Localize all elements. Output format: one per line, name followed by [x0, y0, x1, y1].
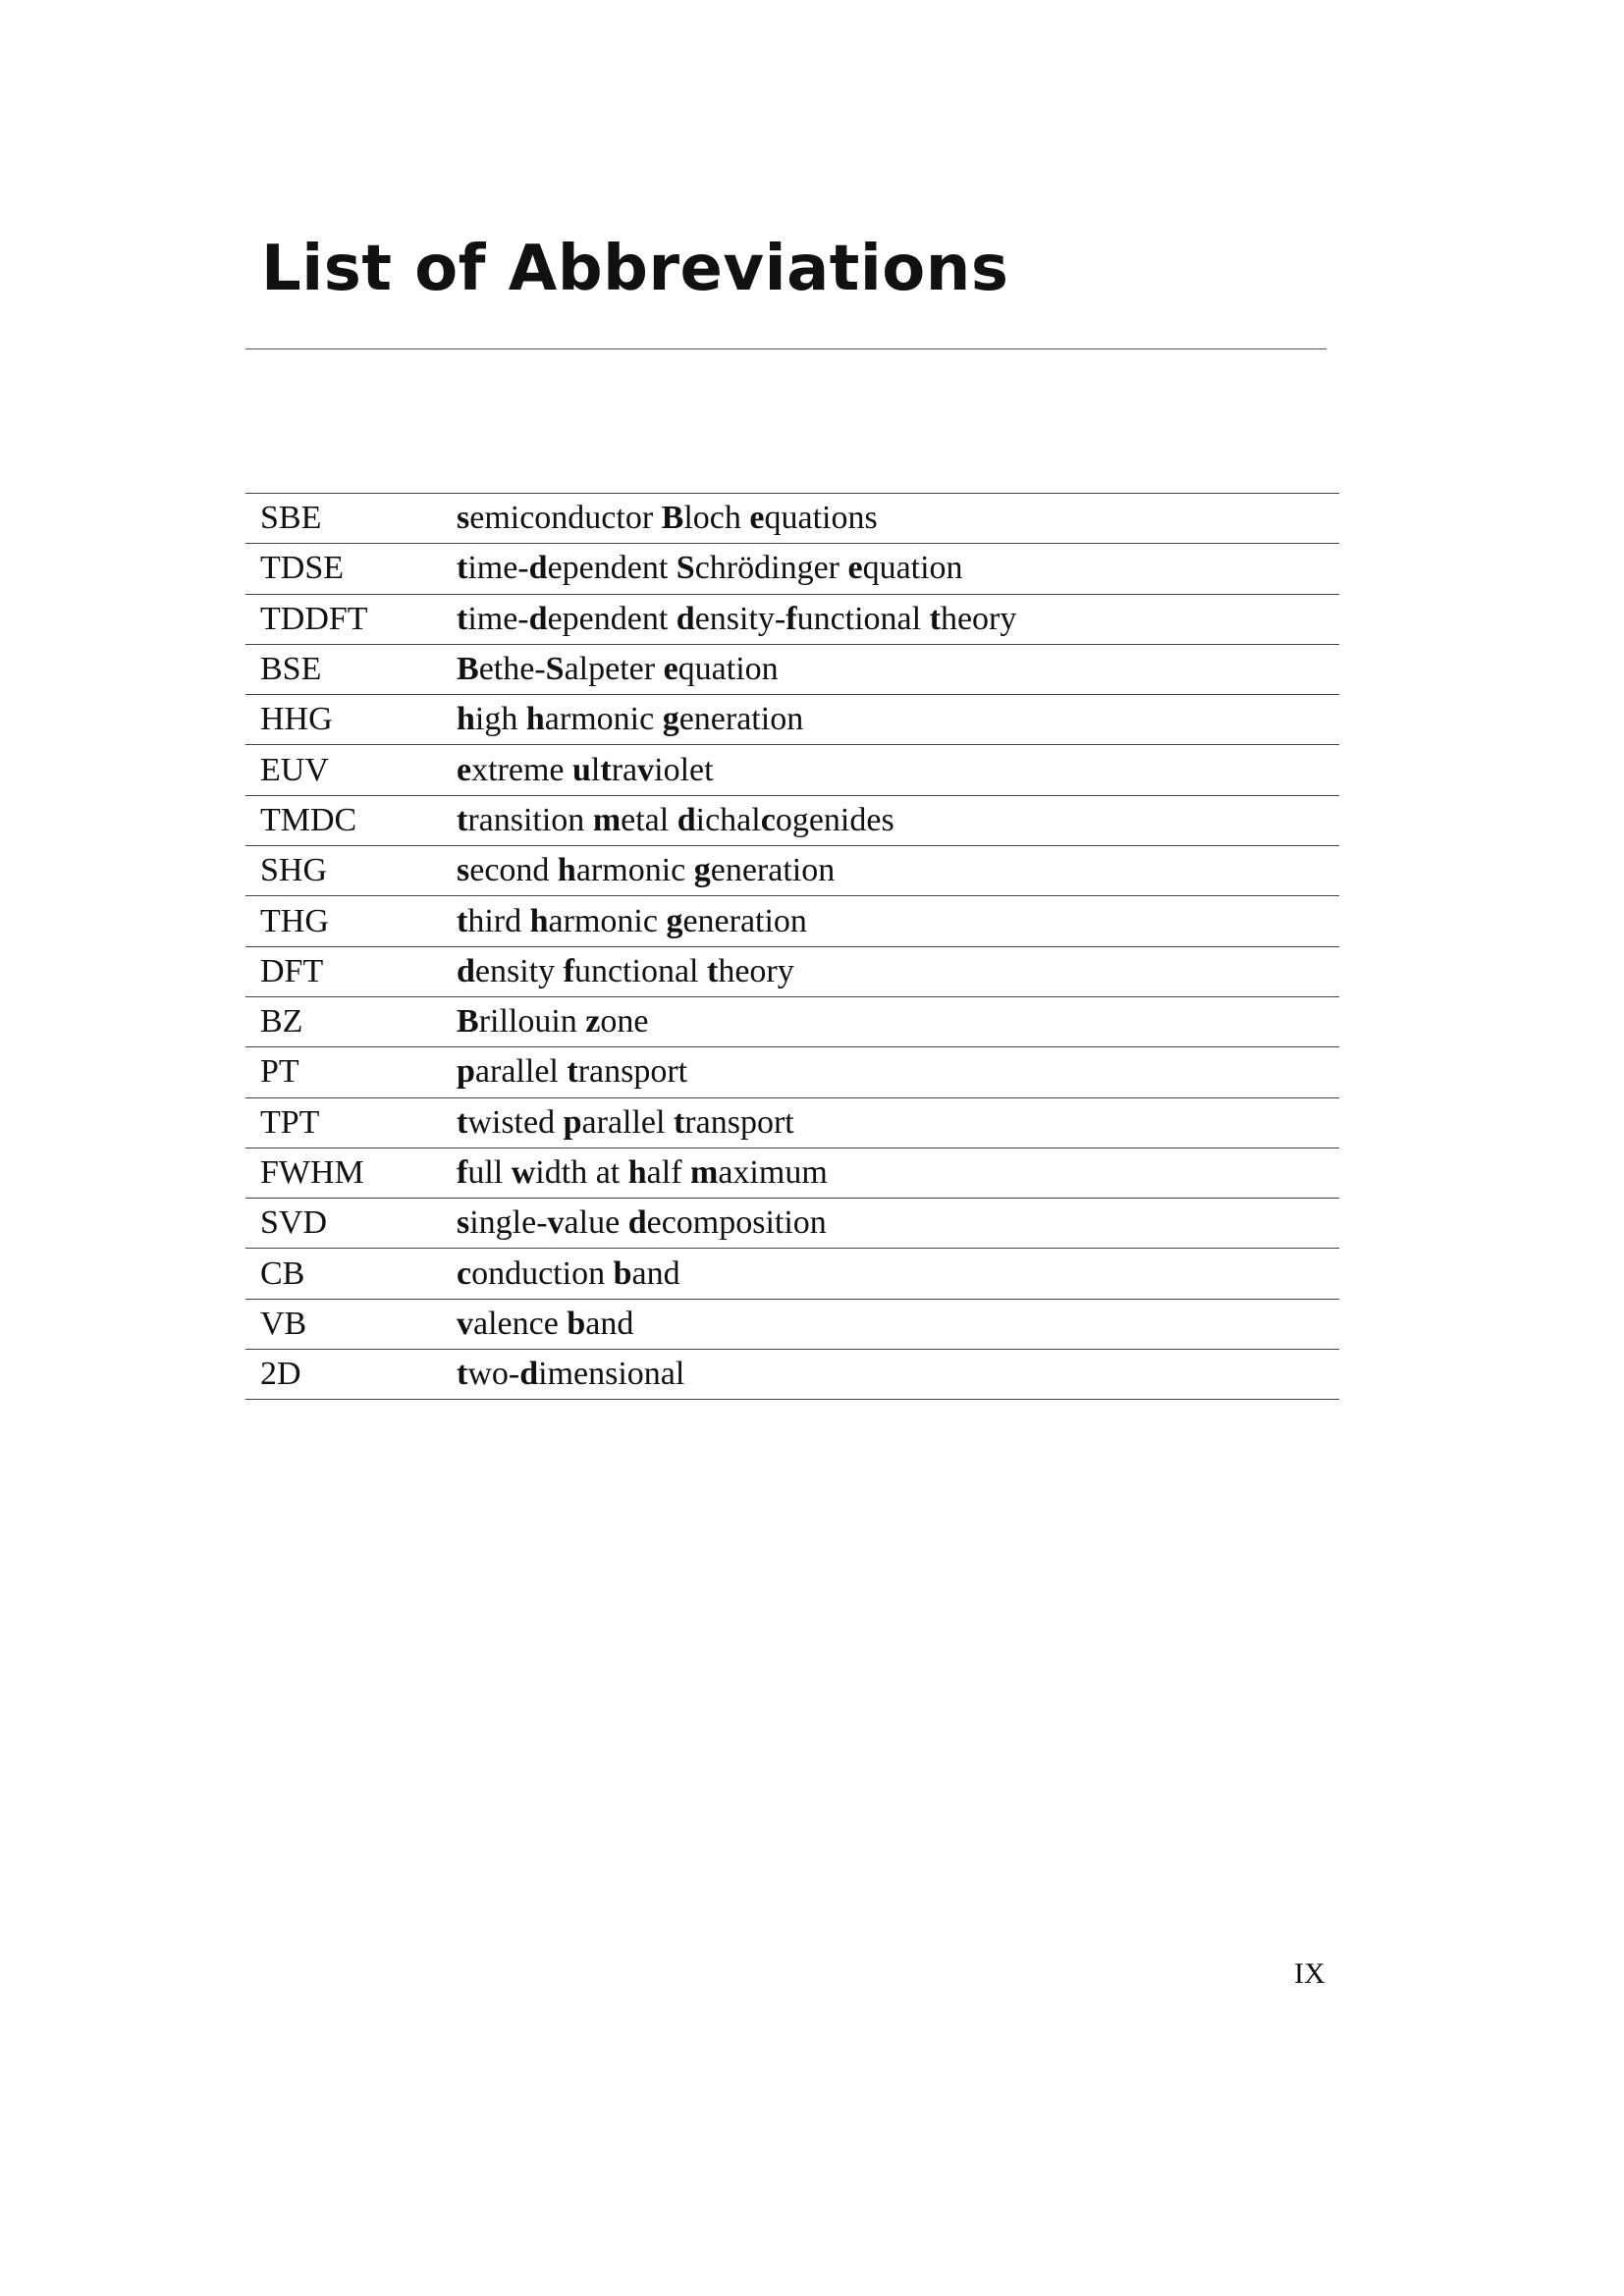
- expansion-text: heory: [718, 952, 794, 989]
- initial-letter: S: [676, 550, 695, 587]
- expansion-text: ransport: [577, 1053, 688, 1091]
- abbreviation-expansion: [457, 644, 1339, 694]
- expansion-text: alf: [646, 1154, 691, 1191]
- table-row: [245, 544, 1339, 594]
- expansion-text: emiconductor: [469, 500, 662, 537]
- expansion-text: l: [590, 751, 601, 788]
- initial-letter: s: [457, 1204, 470, 1242]
- table-row: [245, 846, 1339, 896]
- expansion-text: iolet: [654, 751, 714, 788]
- page-title: List of Abbreviations: [261, 233, 1009, 305]
- expansion-text: alence: [473, 1305, 568, 1342]
- table-row: [245, 1350, 1339, 1400]
- initial-letter: h: [525, 701, 545, 738]
- table-row: [245, 795, 1339, 845]
- initial-letter: h: [457, 701, 475, 738]
- initial-letter: B: [457, 1003, 479, 1041]
- expansion-text: econd: [469, 852, 558, 889]
- initial-letter: e: [663, 651, 678, 688]
- abbreviation-expansion: [457, 946, 1339, 996]
- expansion-text: heory: [940, 600, 1017, 637]
- abbreviation-expansion: [457, 1097, 1339, 1148]
- initial-letter: d: [627, 1204, 647, 1242]
- expansion-text: igh: [474, 701, 526, 738]
- expansion-text: one: [600, 1003, 649, 1041]
- initial-letter: b: [567, 1305, 586, 1342]
- expansion-text: alpeter: [564, 651, 664, 688]
- initial-letter: t: [457, 1103, 468, 1141]
- expansion-text: aximum: [718, 1154, 828, 1191]
- abbreviation: TDSE: [260, 550, 344, 587]
- abbreviation-expansion: [457, 1299, 1339, 1349]
- abbreviation: DFT: [260, 952, 324, 989]
- initial-letter: c: [457, 1255, 472, 1292]
- initial-letter: h: [557, 852, 576, 889]
- initial-letter: m: [592, 801, 622, 838]
- abbreviation-expansion: [457, 896, 1339, 946]
- abbreviation: 2D: [260, 1356, 301, 1393]
- abbreviation: EUV: [260, 751, 329, 788]
- abbreviation-expansion: [457, 494, 1339, 544]
- expansion-text: eneration: [710, 852, 836, 889]
- initial-letter: S: [545, 651, 565, 688]
- initial-letter: g: [693, 852, 711, 889]
- table-row: [245, 695, 1339, 745]
- initial-letter: d: [528, 600, 548, 637]
- expansion-text: xtreme: [471, 751, 572, 788]
- expansion-text: wo-: [467, 1356, 520, 1393]
- table-row: [245, 946, 1339, 996]
- abbreviation-expansion: [457, 1148, 1339, 1198]
- initial-letter: m: [690, 1154, 719, 1191]
- initial-letter: t: [600, 751, 612, 788]
- initial-letter: d: [528, 550, 548, 587]
- expansion-text: arallel: [581, 1103, 674, 1141]
- abbreviation-expansion: [457, 996, 1339, 1046]
- initial-letter: e: [749, 500, 765, 537]
- expansion-text: ransport: [684, 1103, 794, 1141]
- abbreviation-expansion: [457, 1350, 1339, 1400]
- title-divider: [245, 348, 1326, 349]
- initial-letter: t: [567, 1053, 578, 1091]
- initial-letter: t: [929, 600, 941, 637]
- expansion-text: ime-: [467, 600, 529, 637]
- initial-letter: v: [457, 1305, 473, 1342]
- abbreviation: PT: [260, 1053, 299, 1091]
- initial-letter: t: [457, 600, 468, 637]
- initial-letter: B: [457, 651, 479, 688]
- abbreviations-table-body: [245, 494, 1339, 1400]
- table-row: [245, 644, 1339, 694]
- expansion-text: ime-: [467, 550, 529, 587]
- initial-letter: g: [666, 902, 683, 939]
- initial-letter: h: [529, 902, 549, 939]
- abbreviation: FWHM: [260, 1154, 364, 1191]
- abbreviation: SHG: [260, 852, 328, 889]
- abbreviation: TDDFT: [260, 600, 368, 637]
- initial-letter: d: [676, 600, 695, 637]
- initial-letter: t: [457, 550, 468, 587]
- abbreviation-expansion: [457, 594, 1339, 644]
- expansion-text: hird: [467, 902, 530, 939]
- expansion-text: ensity: [474, 952, 564, 989]
- initial-letter: e: [847, 550, 863, 587]
- expansion-text: imensional: [538, 1356, 685, 1393]
- expansion-text: arallel: [474, 1053, 568, 1091]
- expansion-text: quations: [764, 500, 878, 537]
- initial-letter: s: [457, 852, 470, 889]
- abbreviation-expansion: [457, 1249, 1339, 1299]
- expansion-text: ra: [611, 751, 638, 788]
- initial-letter: t: [673, 1103, 685, 1141]
- expansion-text: armonic: [544, 701, 663, 738]
- initial-letter: p: [457, 1053, 475, 1091]
- initial-letter: f: [785, 600, 797, 637]
- abbreviation: SBE: [260, 500, 322, 537]
- abbreviation: HHG: [260, 701, 333, 738]
- table-row: [245, 1097, 1339, 1148]
- initial-letter: u: [572, 751, 591, 788]
- expansion-text: armonic: [575, 852, 694, 889]
- expansion-text: and: [631, 1255, 680, 1292]
- table-row: [245, 1299, 1339, 1349]
- abbreviation-expansion: [457, 695, 1339, 745]
- table-row: [245, 896, 1339, 946]
- table-row: [245, 996, 1339, 1046]
- initial-letter: w: [511, 1154, 536, 1191]
- initial-letter: s: [457, 500, 470, 537]
- initial-letter: g: [662, 701, 679, 738]
- table-row: [245, 494, 1339, 544]
- page-number: IX: [1294, 1957, 1326, 1990]
- initial-letter: t: [457, 801, 468, 838]
- expansion-text: ependent: [547, 600, 677, 637]
- initial-letter: d: [519, 1356, 539, 1393]
- expansion-text: etal: [621, 801, 677, 838]
- table-row: [245, 1148, 1339, 1198]
- initial-letter: f: [563, 952, 574, 989]
- expansion-text: ogenides: [775, 801, 894, 838]
- initial-letter: B: [661, 500, 684, 537]
- expansion-text: wisted: [467, 1103, 564, 1141]
- expansion-text: and: [585, 1305, 634, 1342]
- initial-letter: t: [457, 902, 468, 939]
- table-row: [245, 594, 1339, 644]
- expansion-text: chrödinger: [694, 550, 848, 587]
- abbreviation: CB: [260, 1255, 305, 1292]
- expansion-text: armonic: [548, 902, 667, 939]
- abbreviation: VB: [260, 1305, 307, 1342]
- expansion-text: alue: [564, 1204, 628, 1242]
- expansion-text: eneration: [678, 701, 804, 738]
- initial-letter: h: [627, 1154, 647, 1191]
- initial-letter: d: [677, 801, 696, 838]
- expansion-text: unctional: [573, 952, 707, 989]
- initial-letter: e: [457, 751, 472, 788]
- initial-letter: v: [547, 1204, 565, 1242]
- initial-letter: t: [457, 1356, 468, 1393]
- expansion-text: loch: [683, 500, 750, 537]
- abbreviation-expansion: [457, 795, 1339, 845]
- expansion-text: ecomposition: [646, 1204, 827, 1242]
- expansion-text: quation: [677, 651, 779, 688]
- initial-letter: z: [585, 1003, 601, 1041]
- abbreviation-expansion: [457, 1199, 1339, 1249]
- expansion-text: ingle-: [469, 1204, 548, 1242]
- expansion-text: ull: [467, 1154, 512, 1191]
- initial-letter: b: [613, 1255, 632, 1292]
- expansion-text: ensity-: [694, 600, 786, 637]
- expansion-text: quation: [862, 550, 963, 587]
- initial-letter: t: [707, 952, 719, 989]
- expansion-text: unctional: [796, 600, 930, 637]
- table-row: [245, 1199, 1339, 1249]
- table-row: [245, 1047, 1339, 1097]
- expansion-text: ransition: [467, 801, 593, 838]
- initial-letter: d: [457, 952, 475, 989]
- table-row: [245, 1249, 1339, 1299]
- expansion-text: rillouin: [478, 1003, 586, 1041]
- expansion-text: onduction: [471, 1255, 614, 1292]
- expansion-text: ichal: [695, 801, 761, 838]
- initial-letter: p: [563, 1103, 582, 1141]
- abbreviation-expansion: [457, 745, 1339, 795]
- table-row: [245, 745, 1339, 795]
- expansion-text: ependent: [547, 550, 677, 587]
- initial-letter: c: [760, 801, 776, 838]
- abbreviation-expansion: [457, 846, 1339, 896]
- abbreviation-expansion: [457, 1047, 1339, 1097]
- abbreviations-table: [245, 493, 1339, 1400]
- expansion-text: ethe-: [478, 651, 546, 688]
- initial-letter: v: [637, 751, 655, 788]
- abbreviation: BZ: [260, 1003, 303, 1041]
- abbreviation: TPT: [260, 1103, 320, 1141]
- expansion-text: idth at: [535, 1154, 628, 1191]
- abbreviation: SVD: [260, 1204, 328, 1242]
- expansion-text: eneration: [682, 902, 807, 939]
- initial-letter: f: [457, 1154, 468, 1191]
- abbreviation: THG: [260, 902, 329, 939]
- abbreviation: BSE: [260, 651, 322, 688]
- abbreviation: TMDC: [260, 801, 357, 838]
- abbreviation-expansion: [457, 544, 1339, 594]
